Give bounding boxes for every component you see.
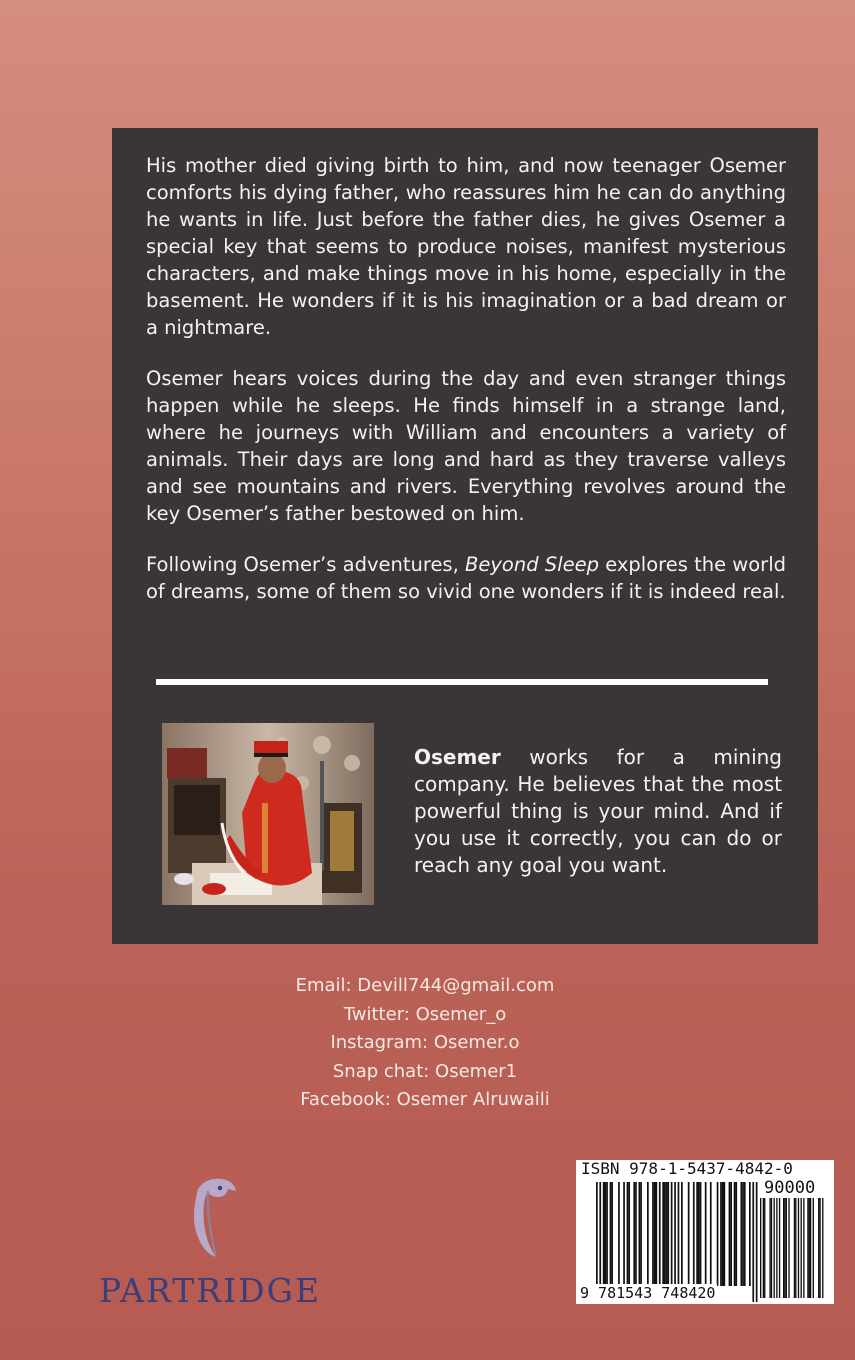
barcode-bars <box>576 1160 834 1304</box>
addon-barcode-bar <box>803 1198 804 1298</box>
publisher-logo <box>90 1175 330 1315</box>
book-blurb <box>146 152 786 629</box>
isbn-barcode <box>576 1160 834 1304</box>
section-divider <box>156 679 768 685</box>
barcode-bar <box>698 1182 700 1286</box>
barcode-bar <box>741 1182 743 1286</box>
price-code: 90000 <box>764 1178 816 1198</box>
addon-barcode-bar <box>798 1198 799 1298</box>
contact-info <box>215 972 635 1115</box>
barcode-bar <box>664 1182 666 1286</box>
blurb-paragraph-3-intro: Following Osemer’s adventures, <box>146 553 466 576</box>
barcode-bar <box>735 1182 737 1286</box>
addon-barcode-bar <box>774 1198 775 1298</box>
addon-barcode-bar <box>809 1198 810 1298</box>
barcode-bar <box>720 1182 722 1286</box>
contact-snapchat: Snap chat: Osemer1 <box>332 1060 518 1082</box>
barcode-bar <box>705 1182 707 1286</box>
addon-barcode-bar <box>784 1198 785 1298</box>
barcode-bar <box>635 1182 637 1286</box>
barcode-digits: 9 781543 748420 <box>580 1284 716 1302</box>
publisher-name: PARTRIDGE <box>98 1271 322 1310</box>
barcode-bar <box>652 1182 654 1286</box>
barcode-bar <box>659 1182 661 1286</box>
synopsis-panel <box>112 128 818 944</box>
addon-barcode-bar <box>801 1198 802 1298</box>
addon-barcode-bar <box>783 1198 784 1298</box>
barcode-bar <box>666 1182 668 1286</box>
barcode-bar <box>688 1182 690 1286</box>
addon-barcode-bar <box>764 1198 765 1298</box>
barcode-bar <box>734 1182 736 1286</box>
addon-barcode-bar <box>807 1198 808 1298</box>
partridge-bird-logo-icon <box>176 1175 246 1267</box>
barcode-bar <box>623 1182 625 1286</box>
barcode-bar <box>722 1182 724 1286</box>
barcode-bar <box>681 1182 683 1286</box>
barcode-bar <box>671 1182 673 1286</box>
barcode-bar <box>639 1182 641 1286</box>
isbn-number: ISBN 978-1-5437-4842-0 <box>581 1159 793 1178</box>
addon-barcode-bar <box>813 1198 814 1298</box>
addon-barcode-bar <box>818 1198 819 1298</box>
barcode-bar <box>700 1182 702 1286</box>
barcode-bar <box>610 1182 612 1286</box>
addon-barcode-bar <box>810 1198 811 1298</box>
barcode-bar <box>752 1182 754 1302</box>
barcode-bar <box>742 1182 744 1286</box>
barcode-bar <box>654 1182 656 1286</box>
addon-barcode-bar <box>795 1198 796 1298</box>
barcode-bar <box>717 1182 719 1286</box>
barcode-bar <box>647 1182 649 1286</box>
barcode-bar <box>724 1182 726 1286</box>
addon-barcode-bar <box>779 1198 780 1298</box>
addon-barcode-bar <box>794 1198 795 1298</box>
barcode-bar <box>627 1182 629 1286</box>
contact-instagram: Instagram: Osemer.o <box>330 1032 520 1053</box>
barcode-bar <box>640 1182 642 1286</box>
blurb-paragraph-3 <box>146 551 786 605</box>
book-title-italic: Beyond Sleep <box>465 553 599 576</box>
addon-barcode-bar <box>769 1198 770 1298</box>
blurb-paragraph-1: His mother died giving birth to him, and now teenager Osemer comforts his dying father, who reassures him he can do anything he wants in life. Just before the father dies, he gives Osemer a special key that seems to produce noises, manifest mysterious characters, and make things move in his home, especially in the basement. He wonders if it is his imagination or a bad dream or a nightmare. <box>146 154 786 339</box>
barcode-bar <box>611 1182 613 1286</box>
barcode-bar <box>749 1182 751 1286</box>
barcode-bar <box>710 1182 712 1286</box>
addon-barcode-bar <box>771 1198 772 1298</box>
barcode-bar <box>693 1182 695 1286</box>
barcode-bar <box>662 1182 664 1286</box>
addon-barcode-bar <box>786 1198 787 1298</box>
barcode-bar <box>628 1182 630 1286</box>
author-name: Osemer <box>414 745 501 769</box>
barcode-bar <box>730 1182 732 1286</box>
blurb-paragraph-2: Osemer hears voices during the day and even stranger things happen while he sleeps. He finds himself in a strange land, where he journeys with William and encounters a variety of animals. Their days are long and hard as they traverse valleys and see mountains and rivers. Everything revolves around the key Osemer’s father bestowed on him. <box>146 367 786 525</box>
barcode-bar <box>618 1182 620 1286</box>
barcode-bar <box>696 1182 698 1286</box>
author-bio <box>414 744 782 879</box>
barcode-bar <box>633 1182 635 1286</box>
barcode-bar <box>667 1182 669 1286</box>
addon-barcode-bar <box>763 1198 764 1298</box>
addon-barcode-bar <box>788 1198 789 1298</box>
addon-barcode-bar <box>819 1198 820 1298</box>
addon-barcode-bar <box>822 1198 823 1298</box>
author-bio-text: works for a mining company. He believes that the most powerful thing is your mind. And if you use it correctly, you can do or reach any goal you want. <box>414 745 782 877</box>
blurb-paragraph-3-rest: explores the world of dreams, some of them so vivid one wonders if it is indeed real. <box>146 553 786 603</box>
barcode-bar <box>656 1182 658 1286</box>
addon-barcode-bar <box>760 1198 761 1298</box>
contact-email: Email: Devill744@gmail.com <box>295 975 555 996</box>
barcode-bar <box>605 1182 607 1286</box>
barcode-bar <box>744 1182 746 1286</box>
contact-twitter: Twitter: Osemer_o <box>343 1003 507 1025</box>
barcode-bar <box>603 1182 605 1286</box>
contact-facebook: Facebook: Osemer Alruwaili <box>300 1089 550 1110</box>
author-photo <box>162 723 374 905</box>
author-photo-illustration <box>162 723 374 905</box>
addon-barcode-bar <box>776 1198 777 1298</box>
barcode-bar <box>729 1182 731 1286</box>
barcode-bar <box>756 1182 758 1302</box>
barcode-bar <box>606 1182 608 1286</box>
